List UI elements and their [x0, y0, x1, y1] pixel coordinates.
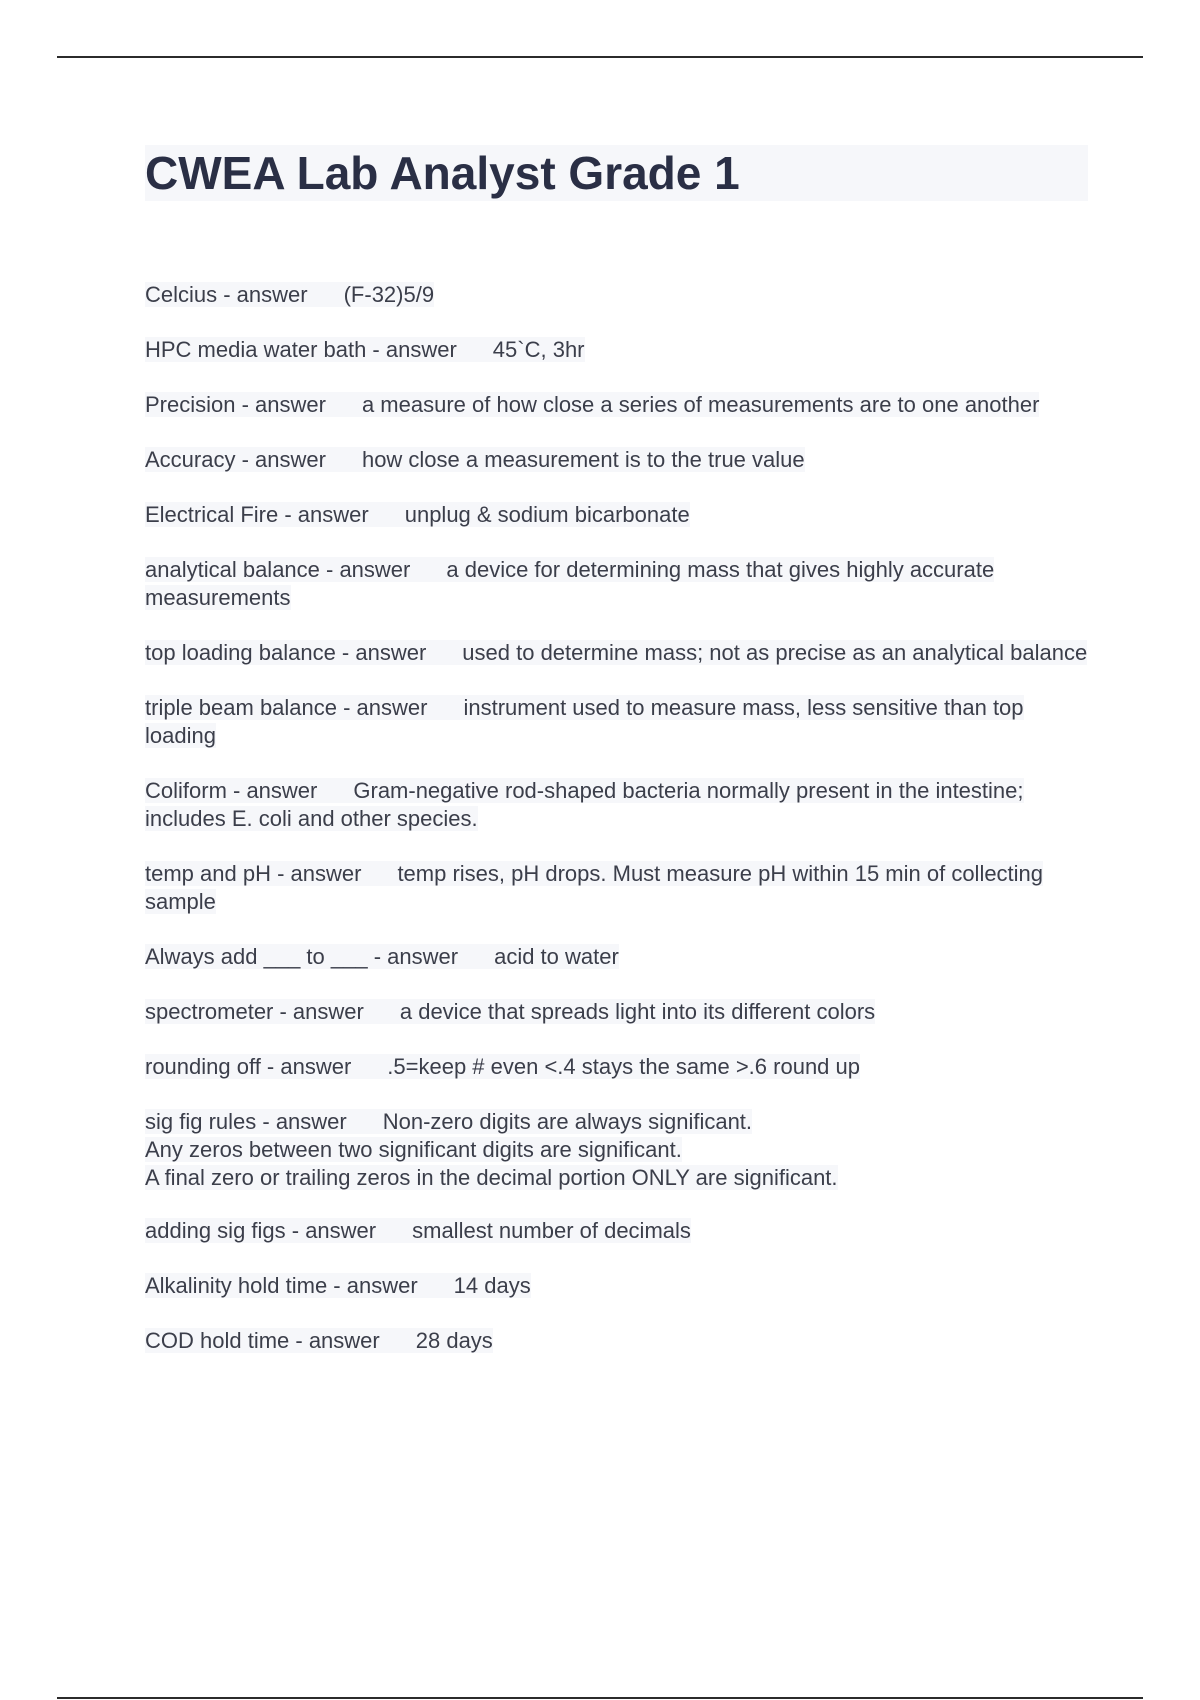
flashcard-entry [145, 1327, 1091, 1355]
flashcard-entry [145, 501, 1091, 529]
entry-answer: acid to water [494, 944, 619, 969]
flashcard-entry [145, 336, 1091, 364]
entry-term: Celcius - answer [145, 282, 308, 307]
flashcard-entry [145, 446, 1091, 474]
entry-term: analytical balance - answer [145, 557, 411, 582]
entry-answer: a device for determining mass that gives highly accurate measurements [145, 557, 995, 610]
entry-term: top loading balance - answer [145, 640, 427, 665]
flashcard-entry [145, 860, 1091, 916]
flashcard-entry [145, 694, 1091, 750]
entry-answer: .5=keep # even <.4 stays the same >.6 round up [387, 1054, 860, 1079]
entry-answer: used to determine mass; not as precise as an analytical balance [462, 640, 1088, 665]
flashcard-entry [145, 1053, 1091, 1081]
flashcard-entry [145, 943, 1091, 971]
entry-answer: 28 days [415, 1328, 493, 1353]
entry-term: sig fig rules - answer [145, 1109, 347, 1134]
flashcard-entry [145, 556, 1091, 612]
flashcard-entry [145, 1272, 1091, 1300]
entry-answer: how close a measurement is to the true value [361, 447, 805, 472]
entry-answer: 45`C, 3hr [492, 337, 585, 362]
entry-term: Accuracy - answer [145, 447, 326, 472]
entry-term: adding sig figs - answer [145, 1218, 377, 1243]
entry-term: Precision - answer [145, 392, 326, 417]
flashcard-entry [145, 281, 1091, 309]
entry-answer: a measure of how close a series of measurements are to one another [361, 392, 1040, 417]
entry-answer: (F-32)5/9 [343, 282, 435, 307]
entry-answer: instrument used to measure mass, less sensitive than top loading [145, 695, 1024, 748]
entry-term: Electrical Fire - answer [145, 502, 369, 527]
flashcard-entry [145, 1217, 1091, 1245]
entry-term: COD hold time - answer [145, 1328, 380, 1353]
flashcard-list [145, 281, 1091, 1382]
bottom-rule [57, 1697, 1143, 1699]
entry-term: spectrometer - answer [145, 999, 364, 1024]
entry-term: Always add ___ to ___ - answer [145, 944, 459, 969]
flashcard-entry [145, 1108, 1091, 1192]
entry-answer: a device that spreads light into its different colors [399, 999, 876, 1024]
flashcard-entry [145, 391, 1091, 419]
top-rule [57, 56, 1143, 58]
entry-term: rounding off - answer [145, 1054, 352, 1079]
entry-answer: unplug & sodium bicarbonate [404, 502, 690, 527]
entry-answer: smallest number of decimals [412, 1218, 691, 1243]
entry-answer: temp rises, pH drops. Must measure pH within 15 min of collecting sample [145, 861, 1044, 914]
entry-term: triple beam balance - answer [145, 695, 428, 720]
entry-term: Alkalinity hold time - answer [145, 1273, 418, 1298]
flashcard-entry [145, 998, 1091, 1026]
entry-answer: Non-zero digits are always significant. Any zeros between two significant digits are significant. A final zero or trailing zeros in the decimal portion ONLY are significant. [145, 1109, 838, 1190]
flashcard-entry [145, 777, 1091, 833]
document-title: CWEA Lab Analyst Grade 1 [145, 147, 740, 199]
entry-term: Coliform - answer [145, 778, 318, 803]
entry-term: HPC media water bath - answer [145, 337, 457, 362]
flashcard-entry [145, 639, 1091, 667]
entry-term: temp and pH - answer [145, 861, 362, 886]
entry-answer: 14 days [453, 1273, 531, 1298]
entry-answer: Gram-negative rod-shaped bacteria normally present in the intestine; includes E. coli and other species. [145, 778, 1024, 831]
